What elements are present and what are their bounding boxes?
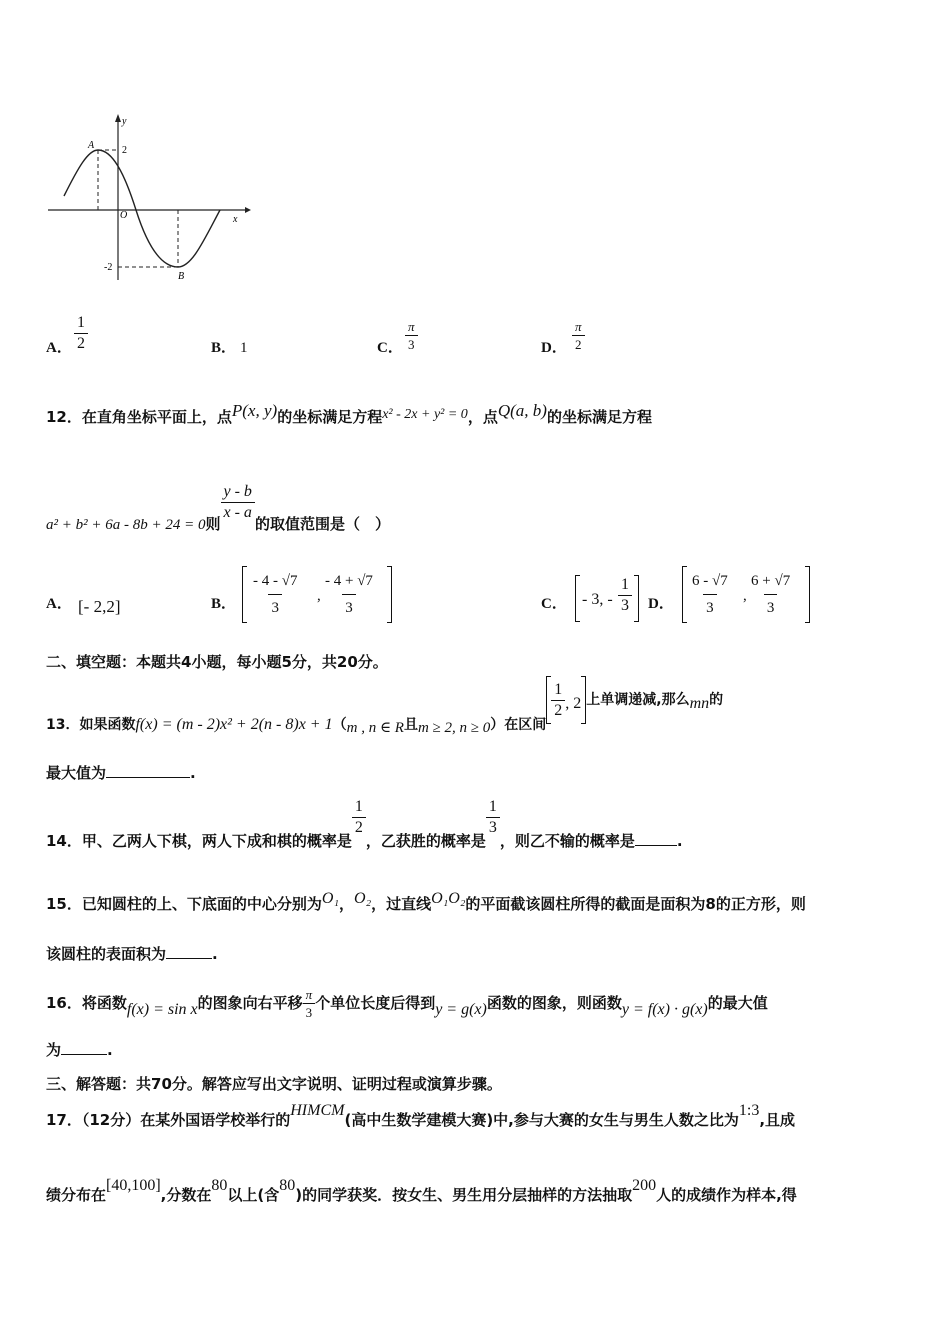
sine-curve xyxy=(64,150,220,267)
y-max-label: 2 xyxy=(122,145,127,156)
q12-option-d-bracket-right xyxy=(805,566,810,623)
q12-option-d-bracket-left xyxy=(682,566,687,623)
q13-line-2: 最大值为 . xyxy=(46,764,196,782)
q11-option-d-label: D． xyxy=(541,340,567,356)
q12-option-c-label: C． xyxy=(541,596,567,612)
q15-answer-blank[interactable] xyxy=(166,944,212,959)
y-min-label: -2 xyxy=(104,262,113,273)
point-b-label: B xyxy=(178,271,185,282)
q11-option-a-label: A． xyxy=(46,340,72,356)
point-q: Q(a, b) xyxy=(497,401,547,420)
origin-label: O xyxy=(120,210,128,221)
q12-option-c-bracket-right xyxy=(634,575,639,622)
point-a-label: A xyxy=(88,140,95,151)
x-axis-label: x xyxy=(233,214,238,225)
y-axis-arrow xyxy=(115,114,121,122)
q13-answer-blank[interactable] xyxy=(106,763,190,778)
q11-option-b-label: B． xyxy=(211,340,237,356)
q12-option-c-prefix: - 3, - xyxy=(582,591,613,608)
q14-win-probability: $\frac{1}{3}$ xyxy=(486,797,500,838)
q14-line: 14．甲、乙两人下棋，两人下成和棋的概率是 $\frac{1}{2}$ ，乙获胜的概率是 $\frac{1}{3}$ ，则乙不输的概率是 . xyxy=(46,798,683,850)
y-axis-label: y xyxy=(122,116,127,127)
q12-option-b-label: B． xyxy=(211,596,237,612)
q12-option-c-bracket-left xyxy=(575,575,580,622)
q12-option-b-upper: $\frac{- 4 + √7}{3}$ xyxy=(322,568,376,621)
q16-answer-blank[interactable] xyxy=(61,1040,107,1055)
q13-interval-lower: $\frac{1}{2}$ xyxy=(551,680,565,721)
q12-option-d-comma: , xyxy=(743,588,747,604)
q11-option-a-value: $\frac{1}{2}$ xyxy=(74,313,88,354)
q12-option-c-fraction: $\frac{1}{3}$ xyxy=(618,575,632,616)
q12-line-1: 12．在直角坐标平面上，点P(x, y)的坐标满足方程x² - 2x + y² = 0，点Q(a, b)的坐标满足方程 xyxy=(46,401,652,426)
q15-line-1: 15．已知圆柱的上、下底面的中心分别为O₁，O₂，过直线O₁O₂的平面截该圆柱所得的截面是面积为8的正方形，则 xyxy=(46,890,806,913)
q15-line-2: 该圆柱的表面积为 . xyxy=(46,945,218,963)
q12-option-b-bracket-right xyxy=(387,566,392,623)
q12-option-b-bracket-left xyxy=(242,566,247,623)
circle-equation-1: x² - 2x + y² = 0 xyxy=(382,407,468,422)
section-2-heading: 二、填空题：本题共4小题，每小题5分，共20分。 xyxy=(46,653,388,671)
point-p: P(x, y) xyxy=(231,401,278,420)
q17-line-2: 绩分布在[40,100],分数在80以上(含80)的同学获奖．按女生、男生用分层抽样的方法抽取200人的成绩作为样本,得 xyxy=(46,1177,797,1204)
q14-draw-probability: $\frac{1}{2}$ xyxy=(352,797,366,838)
q12-option-d-upper: $\frac{6 + √7}{3}$ xyxy=(748,568,793,621)
q12-option-b-lower: $\frac{- 4 - √7}{3}$ xyxy=(250,568,300,621)
q12-line-2: a² + b² + 6a - 8b + 24 = 0则 $\frac{y - b}{x - a}$ 的取值范围是（ ） xyxy=(46,483,390,533)
q16-line-1: 16．将函数f(x) = sin x的图象向右平移 $\frac{\pi}{3}$ 个单位长度后得到y = g(x)函数的图象，则函数y = f(x) · g(x)的最大值 xyxy=(46,987,768,1020)
q16-line-2: 为 . xyxy=(46,1041,113,1059)
q13-function: f(x) = (m - 2)x² + 2(n - 8)x + 1 xyxy=(135,716,333,733)
circle-equation-2: a² + b² + 6a - 8b + 24 = 0 xyxy=(46,517,206,533)
q12-option-d-lower: $\frac{6 - √7}{3}$ xyxy=(689,568,731,621)
q13-line-1: 13．如果函数f(x) = (m - 2)x² + 2(n - 8)x + 1（m , n ∈ R且m ≥ 2, n ≥ 0）在区间 $\frac{1}{2}$ , 2 上单调递减,那么mn的 xyxy=(46,676,723,724)
q12-option-a-value: [- 2,2] xyxy=(78,597,121,616)
x-axis-arrow xyxy=(245,207,251,213)
q17-line-1: 17．（12分）在某外国语学校举行的HIMCM(高中生数学建模大赛)中,参与大赛的女生与男生人数之比为1:3,且成 xyxy=(46,1102,796,1129)
q11-option-d-value: $\frac{\pi}{2}$ xyxy=(572,318,585,353)
q11-option-b-value: 1 xyxy=(240,340,248,356)
q12-option-b-comma: , xyxy=(317,588,321,604)
q16-shift: $\frac{\pi}{3}$ xyxy=(303,986,316,1021)
q11-option-c-value: $\frac{\pi}{3}$ xyxy=(405,318,418,353)
sine-graph xyxy=(40,110,255,285)
q11-option-c-label: C． xyxy=(377,340,403,356)
slope-fraction: $\frac{y - b}{x - a}$ xyxy=(221,482,255,523)
q12-option-a-label: A． xyxy=(46,596,72,612)
q12-option-d-label: D． xyxy=(648,596,674,612)
q14-answer-blank[interactable] xyxy=(635,831,677,846)
section-3-heading: 三、解答题：共70分。解答应写出文字说明、证明过程或演算步骤。 xyxy=(46,1075,502,1093)
